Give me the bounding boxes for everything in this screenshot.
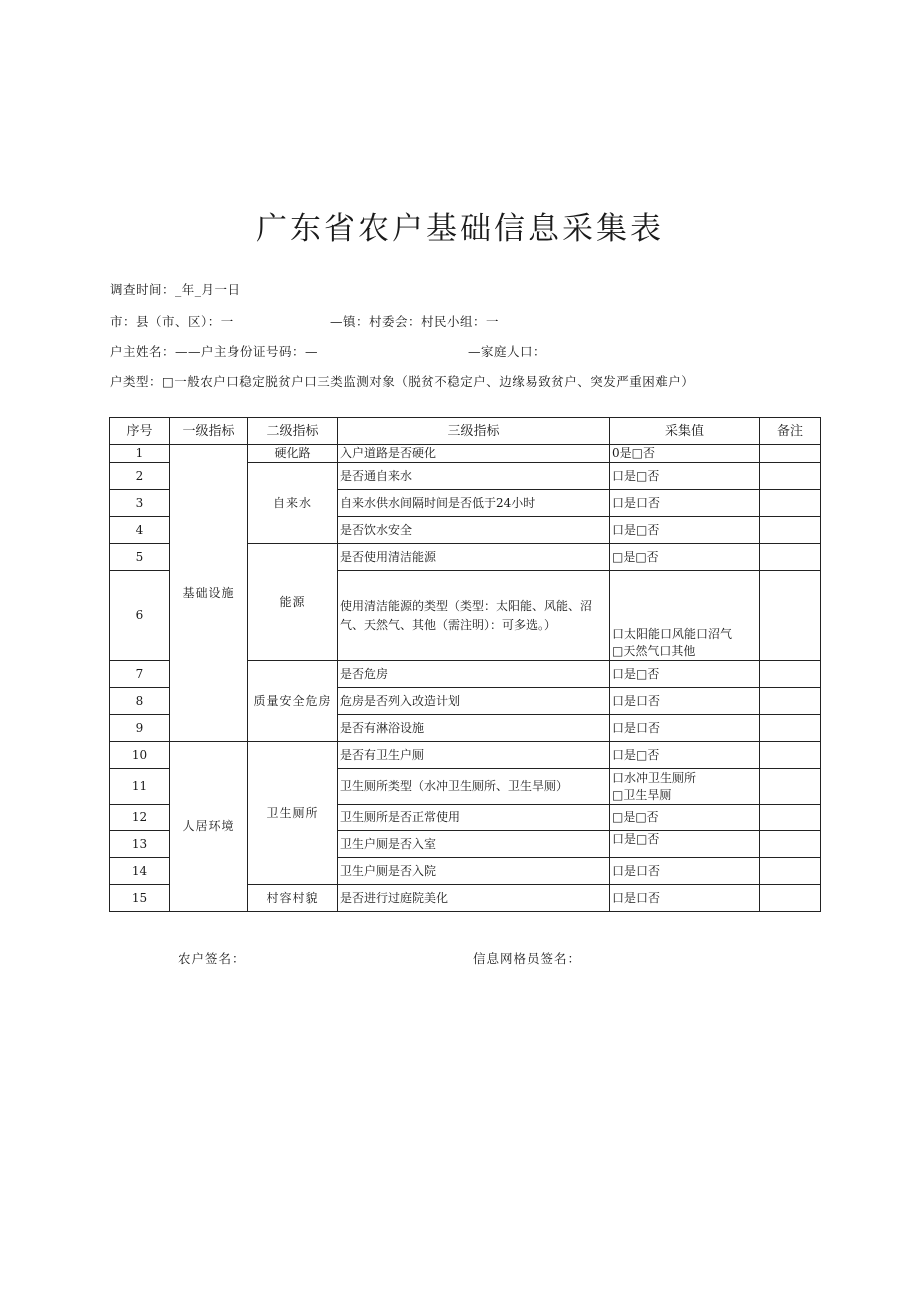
row-no: 5 [110, 544, 170, 571]
table-row [110, 445, 821, 463]
row-remark[interactable] [760, 661, 821, 688]
row-no: 8 [110, 688, 170, 715]
row-value[interactable]: 口是口否 [610, 858, 760, 885]
header-value: 采集值 [610, 418, 760, 445]
row-remark[interactable] [760, 831, 821, 858]
row-no: 6 [110, 571, 170, 661]
farmer-signature-label: 农户签名： [178, 951, 246, 966]
row-item: 是否通自来水 [338, 463, 610, 490]
row-remark[interactable] [760, 885, 821, 912]
row-no: 3 [110, 490, 170, 517]
household-type-line: 户类型：□一般农户口稳定脱贫户口三类监测对象（脱贫不稳定户、边缘易致贫户、突发严重困难户） [110, 374, 695, 389]
row-item: 自来水供水间隔时间是否低于24小时 [338, 490, 610, 517]
householder-name-id: 户主姓名：——户主身份证号码：— [110, 344, 319, 359]
row-item: 是否危房 [338, 661, 610, 688]
row-value[interactable]: 口是□否 [610, 517, 760, 544]
row-item: 是否饮水安全 [338, 517, 610, 544]
level2-energy: 能源 [248, 544, 338, 661]
row-item: 卫生户厕是否入室 [338, 831, 610, 858]
row-item: 危房是否列入改造计划 [338, 688, 610, 715]
header-remark: 备注 [760, 418, 821, 445]
header-level2: 二级指标 [248, 418, 338, 445]
row-no: 10 [110, 742, 170, 769]
survey-time-line: 调查时间：_年_月一日 [110, 282, 241, 297]
location-town-village: —镇：村委会：村民小组：一 [330, 314, 500, 329]
row-value[interactable]: □是□否 [610, 805, 760, 831]
row-value[interactable]: 口是口否 [610, 715, 760, 742]
row-item: 卫生厕所类型（水冲卫生厕所、卫生旱厕） [338, 769, 610, 805]
row-item: 卫生户厕是否入院 [338, 858, 610, 885]
row-value-line: 口水冲卫生厕所 [612, 770, 697, 785]
row-no: 7 [110, 661, 170, 688]
row-remark[interactable] [760, 769, 821, 805]
row-no: 14 [110, 858, 170, 885]
level2-tap-water: 自来水 [248, 463, 338, 544]
row-no: 9 [110, 715, 170, 742]
header-level1: 一级指标 [170, 418, 248, 445]
header-level3: 三级指标 [338, 418, 610, 445]
level1-living-environment: 人居环境 [170, 742, 248, 912]
row-value[interactable]: 0是□否 [610, 445, 760, 463]
row-value[interactable]: 口是□否 [610, 742, 760, 769]
row-no: 12 [110, 805, 170, 831]
row-value[interactable]: 口是□否 [610, 463, 760, 490]
row-remark[interactable] [760, 571, 821, 661]
row-value[interactable] [610, 571, 760, 661]
grid-worker-signature-label: 信息网格员签名： [473, 951, 582, 966]
row-item: 入户道路是否硬化 [338, 445, 610, 463]
row-value-line: 口太阳能口风能口沼气 [612, 627, 733, 641]
row-value-line: □卫生旱厕 [612, 787, 672, 802]
row-remark[interactable] [760, 445, 821, 463]
row-item: 卫生厕所是否正常使用 [338, 805, 610, 831]
row-value[interactable]: 口是口否 [610, 885, 760, 912]
level1-infrastructure: 基础设施 [170, 445, 248, 742]
row-item: 使用清洁能源的类型（类型：太阳能、风能、沼气、天然气、其他（需注明）：可多选。） [338, 571, 610, 661]
row-value[interactable]: □是□否 [610, 544, 760, 571]
row-remark[interactable] [760, 490, 821, 517]
row-value[interactable]: 口是□否 [610, 831, 760, 858]
row-no: 4 [110, 517, 170, 544]
row-remark[interactable] [760, 805, 821, 831]
location-city-county: 市：县（市、区）：一 [110, 314, 234, 329]
row-item: 是否进行过庭院美化 [338, 885, 610, 912]
row-remark[interactable] [760, 742, 821, 769]
header-no: 序号 [110, 418, 170, 445]
level2-hardened-road: 硬化路 [248, 445, 338, 463]
page-title: 广东省农户基础信息采集表 [256, 211, 664, 247]
row-item: 是否使用清洁能源 [338, 544, 610, 571]
family-population: —家庭人口： [468, 344, 547, 359]
table-row [110, 742, 821, 769]
table-header-row [110, 418, 821, 445]
row-remark[interactable] [760, 544, 821, 571]
row-no: 11 [110, 769, 170, 805]
row-value-line: □天然气口其他 [612, 644, 696, 658]
row-no: 13 [110, 831, 170, 858]
row-remark[interactable] [760, 715, 821, 742]
info-table [109, 417, 821, 912]
row-remark[interactable] [760, 517, 821, 544]
level2-housing-safety: 质量安全危房 [248, 661, 338, 742]
row-item: 是否有卫生户厕 [338, 742, 610, 769]
row-item: 是否有淋浴设施 [338, 715, 610, 742]
row-value[interactable]: 口是口否 [610, 490, 760, 517]
row-remark[interactable] [760, 688, 821, 715]
row-remark[interactable] [760, 858, 821, 885]
row-no: 15 [110, 885, 170, 912]
row-value[interactable] [610, 769, 760, 805]
level2-village-appearance: 村容村貌 [248, 885, 338, 912]
row-no: 1 [110, 445, 170, 463]
row-remark[interactable] [760, 463, 821, 490]
row-no: 2 [110, 463, 170, 490]
level2-sanitary-toilet: 卫生厕所 [248, 742, 338, 885]
row-value[interactable]: 口是□否 [610, 661, 760, 688]
row-value[interactable]: 口是口否 [610, 688, 760, 715]
